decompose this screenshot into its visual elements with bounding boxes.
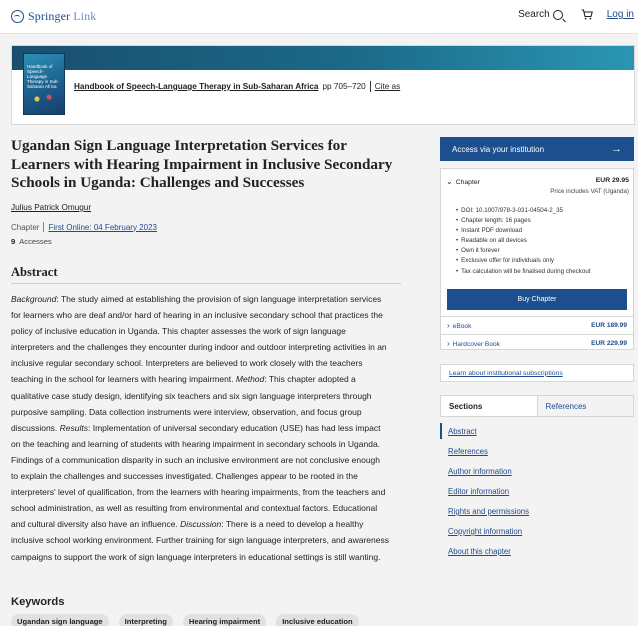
accesses-count: 9: [11, 237, 16, 246]
sidebar-tabs: [440, 395, 634, 417]
divider: [43, 222, 44, 232]
chapter-title: Ugandan Sign Language Interpretation Services for Learners with Hearing Impairment in Inclusive Secondary Schools in Uganda: Challenges and Successes: [11, 137, 393, 191]
section-link-author-information[interactable]: Author information: [448, 467, 512, 476]
institutional-subscriptions-box: [440, 364, 634, 382]
access-via-institution-button[interactable]: [440, 137, 634, 161]
list-item: • DOI: 10.1007/978-3-031-04504-2_35: [456, 206, 591, 216]
logo-brand-text: Springer: [28, 9, 71, 23]
book-info-line: [74, 81, 400, 92]
book-title-link[interactable]: Handbook of Speech-Language Therapy in Sub-Saharan Africa: [74, 82, 319, 91]
keyword-chip[interactable]: Inclusive education: [276, 614, 358, 626]
keywords-heading: Keywords: [11, 596, 65, 608]
list-item: • Chapter length: 16 pages: [456, 216, 591, 226]
chapter-purchase-option[interactable]: [446, 177, 629, 195]
search-label: Search: [518, 9, 550, 20]
arrow-right-icon: →: [611, 143, 622, 155]
section-link-about-chapter[interactable]: About this chapter: [448, 547, 511, 556]
chevron-down-icon: ⌄: [446, 177, 453, 186]
list-item: • Tax calculation will be finalised during checkout: [456, 267, 591, 277]
section-link-abstract[interactable]: Abstract: [448, 427, 477, 436]
buy-chapter-button[interactable]: Buy Chapter: [447, 289, 627, 310]
tab-references[interactable]: References: [545, 401, 587, 411]
chapter-price: EUR 29.95: [595, 177, 629, 184]
abstract-text: [11, 291, 389, 565]
keyword-chip[interactable]: Hearing impairment: [183, 614, 266, 626]
keyword-chip[interactable]: Interpreting: [119, 614, 173, 626]
keyword-chip[interactable]: Ugandan sign language: [11, 614, 109, 626]
search-button[interactable]: [518, 9, 563, 20]
cite-as-link[interactable]: Cite as: [374, 82, 401, 91]
access-label: Access via your institution: [452, 144, 545, 154]
chapter-meta: [11, 222, 157, 232]
book-cover-title: Handbook of Speech-Language Therapy in Sub-Saharan Africa: [27, 64, 60, 89]
search-icon: [553, 10, 563, 20]
chapter-features-list: [456, 206, 591, 277]
hardcover-price: EUR 229.99: [591, 340, 627, 347]
discussion-label: Discussion: [180, 519, 222, 530]
banner-color-strip: [12, 46, 634, 70]
divider: [11, 283, 401, 284]
chapter-option-label: Chapter: [455, 179, 480, 186]
book-cover-image[interactable]: [23, 53, 65, 115]
content-type: Chapter: [11, 222, 40, 232]
method-text: : This chapter adopted a qualitative case study design, identifying six teachers and six sign language interpreters through purposive sampling. Data collection instruments were interview, observation, and focus group discussions.: [11, 374, 372, 433]
active-section-indicator: [440, 423, 442, 439]
institutional-subscriptions-link[interactable]: Learn about institutional subscriptions: [449, 369, 563, 377]
accesses-label: Accesses: [19, 237, 52, 246]
divider: [370, 81, 371, 92]
top-navigation-bar: [0, 0, 638, 34]
hardcover-label: Hardcover Book: [452, 341, 500, 348]
background-text: : The study aimed at establishing the provision of sign language interpretation services for learners who are deaf and/or hard of hearing in an inclusive secondary school that practices the policy of inclusive education in Uganda. This chapter assesses the work of sign language interpreters and the challenges they encounter during indoor and outdoor interpreting activities in an inclusive regular secondary school. Interpreters are believed to work closely with the teachers teaching in the school for learners with hearing impairment.: [11, 294, 387, 385]
cover-decoration: [28, 90, 58, 108]
shopping-cart-icon[interactable]: [581, 9, 593, 20]
section-link-editor-information[interactable]: Editor information: [448, 487, 510, 496]
author-link[interactable]: Julius Patrick Omugur: [11, 203, 92, 212]
springerlink-logo[interactable]: [11, 9, 96, 24]
book-banner: [11, 45, 635, 125]
hardcover-purchase-option[interactable]: [441, 334, 633, 352]
discussion-text: : There is a need to develop a healthy inclusive school working environment. Further training for sign language interpreters, and awareness campaigns to support the work of sign language interpreters in educational settings is still wanting.: [11, 519, 389, 562]
results-label: Results: [59, 422, 89, 433]
chevron-right-icon: ›: [447, 321, 450, 330]
background-label: Background: [11, 294, 57, 304]
sections-nav: [440, 417, 634, 565]
ebook-purchase-option[interactable]: [441, 316, 633, 334]
ebook-label: eBook: [452, 323, 472, 330]
abstract-heading: Abstract: [11, 265, 58, 279]
accesses-metric: [11, 237, 52, 246]
list-item: • Exclusive offer for individuals only: [456, 256, 591, 266]
method-label: Method: [235, 374, 265, 385]
header-actions: [518, 9, 634, 20]
first-online-link[interactable]: First Online: 04 February 2023: [48, 222, 157, 232]
vat-note: Price includes VAT (Uganda): [550, 188, 629, 195]
section-link-copyright[interactable]: Copyright information: [448, 527, 523, 536]
logo-suffix-text: Link: [73, 9, 97, 23]
login-link[interactable]: Log in: [606, 9, 634, 20]
ebook-price: EUR 189.99: [591, 322, 627, 329]
list-item: • Own it forever: [456, 246, 591, 256]
section-link-rights[interactable]: Rights and permissions: [448, 507, 530, 516]
results-text: : Implementation of universal secondary education (USE) has had less impact on the teaching and learning of students with hearing impairment in secondary schools in Uganda. Findings of a communication disparity in such an inclusive environment are not conclusive enough to explain the challenges and successes investigated. Challenges appear to be rooted in the interpreters' level of qualification, from the learners with hearing impairments, from the teachers and school administration, as well as resulting from environmental and contextual factors. Educational and cultural diversity also have an influence.: [11, 422, 386, 530]
book-pages: pp 705–720: [322, 82, 366, 91]
chevron-right-icon: ›: [447, 339, 450, 348]
keyword-list: [11, 614, 359, 626]
list-item: • Instant PDF download: [456, 226, 591, 236]
section-link-references[interactable]: References: [448, 447, 488, 456]
springer-horse-icon: [11, 10, 24, 23]
purchase-box: [440, 168, 634, 350]
list-item: • Readable on all devices: [456, 236, 591, 246]
tab-sections[interactable]: Sections: [441, 396, 538, 416]
